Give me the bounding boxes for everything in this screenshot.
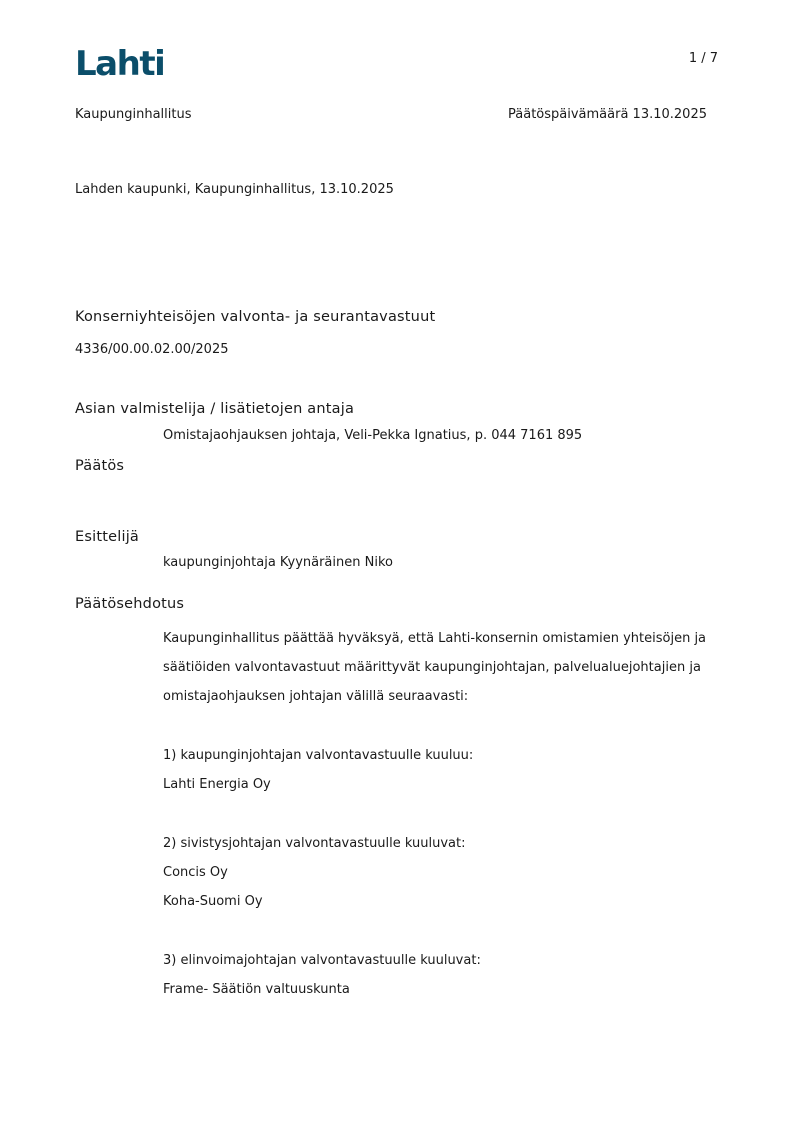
diary-number: 4336/00.00.02.00/2025 [75,342,229,357]
proposal-line: 2) sivistysjohtajan valvontavastuulle kuuluvat: [163,836,466,851]
proposal-line: Lahti Energia Oy [163,777,271,792]
lahti-logo: Lahti [75,44,165,84]
presenter-value: kaupunginjohtaja Kyynäräinen Niko [163,555,393,570]
page-number: 1 / 7 [688,51,718,66]
proposal-line: 3) elinvoimajohtajan valvontavastuulle kuuluvat: [163,953,481,968]
proposal-line: omistajaohjauksen johtajan välillä seuraavasti: [163,689,469,704]
presenter-heading: Esittelijä [75,529,140,545]
proposal-heading: Päätösehdotus [75,596,185,612]
proposal-line: 1) kaupunginjohtajan valvontavastuulle kuuluu: [163,748,474,763]
proposal-line: Frame- Säätiön valtuuskunta [163,982,350,997]
proposal-line: säätiöiden valvontavastuut määrittyvät kaupunginjohtajan, palvelualuejohtajien ja [163,660,701,675]
matter-title: Konserniyhteisöjen valvonta- ja seurantavastuut [75,309,436,325]
meeting-line: Lahden kaupunki, Kaupunginhallitus, 13.10.2025 [75,182,394,197]
proposal-line: Koha-Suomi Oy [163,894,263,909]
preparer-heading: Asian valmistelija / lisätietojen antaja [75,401,355,417]
decision-body: Kaupunginhallitus [75,107,192,122]
decision-heading: Päätös [75,458,125,474]
proposal-line: Kaupunginhallitus päättää hyväksyä, että Lahti-konsernin omistamien yhteisöjen ja [163,631,707,646]
decision-date: Päätöspäivämäärä 13.10.2025 [508,107,707,122]
proposal-line: Concis Oy [163,865,228,880]
preparer-value: Omistajaohjauksen johtaja, Veli-Pekka Ignatius, p. 044 7161 895 [163,428,583,443]
